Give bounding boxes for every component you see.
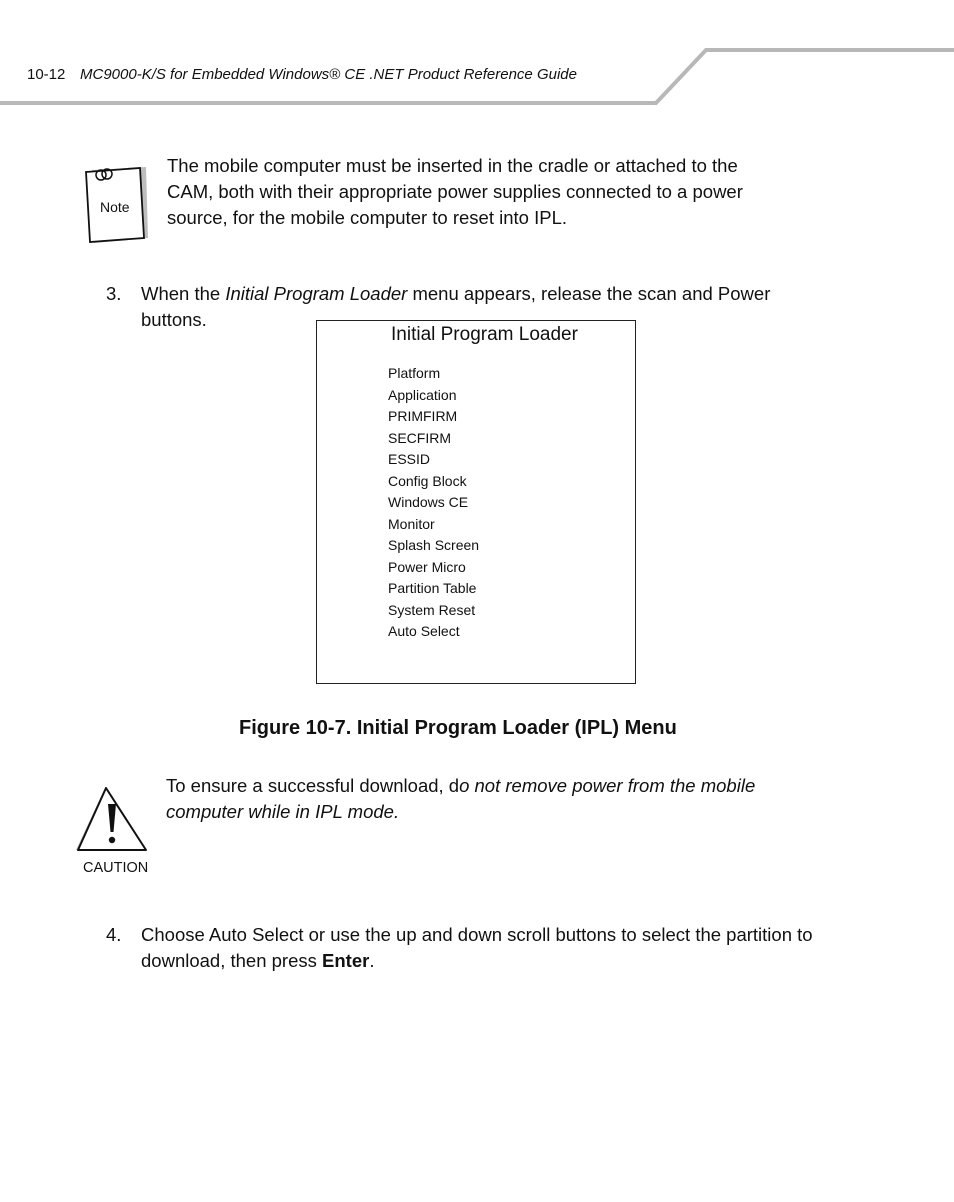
step-4-number: 4. bbox=[106, 924, 122, 945]
ipl-menu-item: Partition Table bbox=[388, 580, 477, 596]
ipl-menu-item: Splash Screen bbox=[388, 537, 480, 553]
page-number: 10-12 bbox=[27, 66, 66, 83]
document-title: MC9000-K/S for Embedded Windows® CE .NET Product Reference Guide bbox=[80, 66, 577, 83]
step-4-text: Choose Auto Select or use the up and down scroll buttons to select the partition to download, then press Enter. bbox=[141, 924, 813, 971]
ipl-menu-item: Monitor bbox=[388, 515, 435, 532]
step-3-text: When the Initial Program Loader menu appears, release the scan and Power buttons. bbox=[141, 283, 771, 330]
note-icon-label: Note bbox=[100, 199, 130, 215]
ipl-menu-list bbox=[388, 363, 479, 643]
ipl-menu-item: PRIMFIRM bbox=[388, 408, 458, 424]
step-3-number: 3. bbox=[106, 283, 122, 304]
ipl-menu-figure bbox=[316, 320, 636, 684]
enter-key-label: Enter bbox=[322, 950, 370, 971]
caution-icon-label: CAUTION bbox=[83, 860, 149, 876]
caution-text: To ensure a successful download, do not remove power from the mobile computer while in IPL mode. bbox=[166, 775, 756, 822]
ipl-menu-item: Config Block bbox=[388, 472, 467, 489]
ipl-menu-item: System Reset bbox=[388, 601, 476, 618]
ipl-menu-item: SECFIRM bbox=[388, 429, 451, 446]
ipl-menu-title: Initial Program Loader bbox=[391, 324, 578, 345]
ipl-menu-item: Platform bbox=[388, 365, 441, 381]
figure-caption: Figure 10-7. Initial Program Loader (IPL) Menu bbox=[239, 717, 677, 739]
caution-icon bbox=[74, 786, 154, 878]
ipl-menu-item: Application bbox=[388, 386, 457, 403]
ipl-menu-item: Auto Select bbox=[388, 623, 460, 639]
note-text: The mobile computer must be inserted in the cradle or attached to the CAM, both with their appropriate power supplies connected to a power source, for the mobile computer to reset into IPL. bbox=[167, 155, 743, 228]
ipl-menu-item: Windows CE bbox=[388, 494, 469, 510]
ipl-menu-item: Power Micro bbox=[388, 558, 466, 575]
note-icon bbox=[78, 164, 152, 246]
ipl-term: Initial Program Loader bbox=[225, 283, 408, 304]
ipl-menu-item: ESSID bbox=[388, 451, 431, 467]
